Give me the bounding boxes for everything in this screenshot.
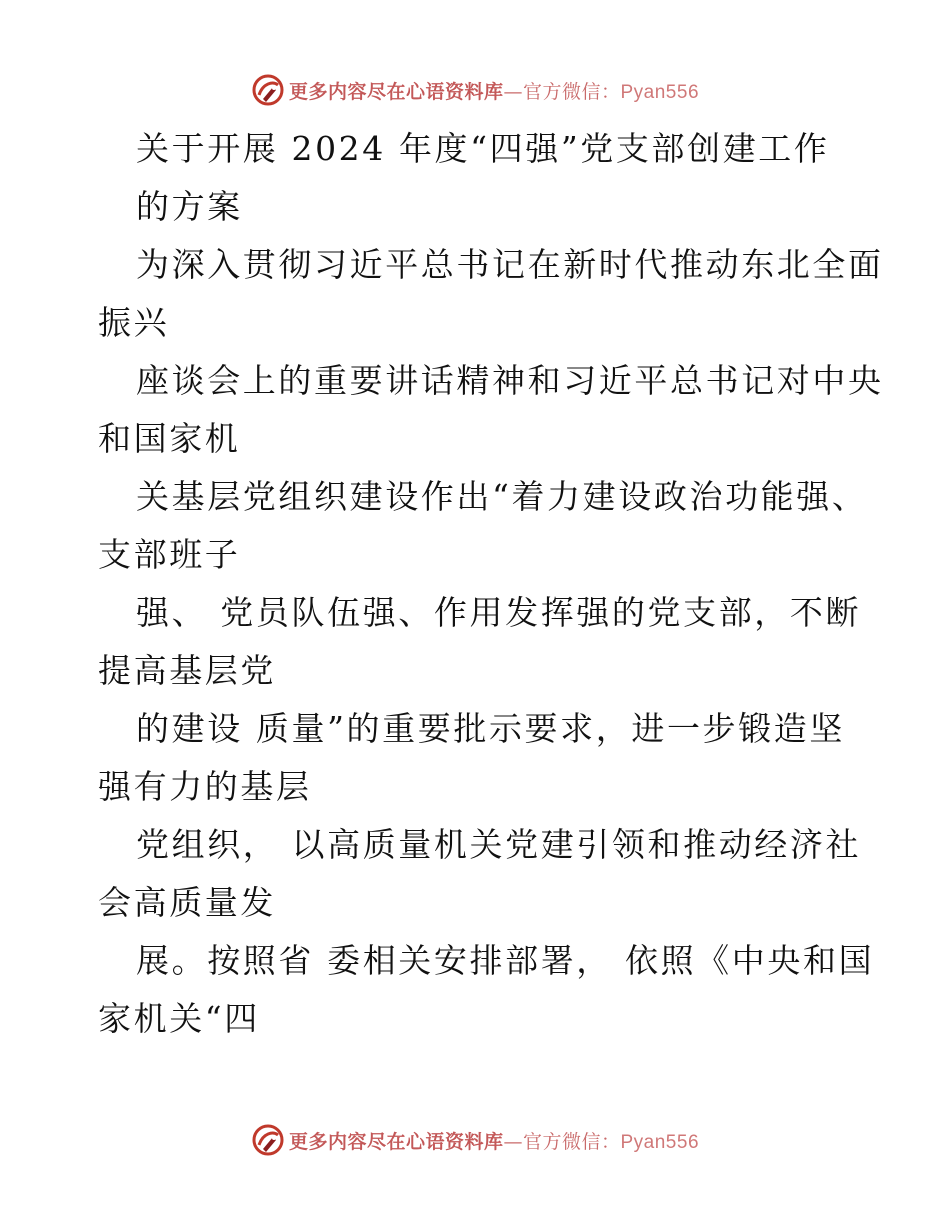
watermark-text — [289, 77, 699, 104]
watermark-id: Pyan556 — [620, 1131, 700, 1153]
text-line: 和国家机 — [98, 419, 241, 458]
watermark-brand: 更多内容尽在心语资料库 — [288, 80, 504, 103]
text-line: 关基层党组织建设作出“着力建设政治功能强、 — [136, 477, 868, 516]
text-line: 强、 党员队伍强、作用发挥强的党支部，不断 — [136, 593, 862, 632]
text-line: 的方案 — [136, 187, 243, 226]
document-body — [98, 120, 884, 1048]
text-line: 支部班子 — [98, 535, 241, 574]
text-line: 座谈会上的重要讲话精神和习近平总书记对中央 — [136, 361, 884, 400]
text-line: 强有力的基层 — [98, 767, 312, 806]
watermark-text — [289, 1127, 699, 1154]
watermark-brand: 更多内容尽在心语资料库 — [288, 1130, 504, 1153]
text-line: 的建设 质量”的重要批示要求，进一步锻造坚 — [136, 709, 845, 748]
watermark-channel: 官方微信： — [522, 1130, 621, 1153]
watermark-channel: 官方微信： — [522, 80, 621, 103]
text-line: 展。按照省 委相关安排部署， 依照《中央和国 — [136, 941, 875, 980]
footer-watermark — [0, 1120, 950, 1160]
text-line: 提高基层党 — [98, 651, 276, 690]
text-line: 会高质量发 — [98, 883, 276, 922]
text-line: 关于开展 2024 年度“四强”党支部创建工作 — [136, 129, 830, 168]
watermark-dash: — — [503, 1130, 523, 1153]
red-swirl-pen-logo-icon — [251, 1123, 285, 1157]
red-swirl-pen-logo-icon — [251, 73, 285, 107]
text-line: 为深入贯彻习近平总书记在新时代推动东北全面 — [136, 245, 884, 284]
watermark-dash: — — [503, 80, 523, 103]
text-line: 党组织， 以高质量机关党建引领和推动经济社 — [136, 825, 862, 864]
watermark-id: Pyan556 — [620, 81, 700, 103]
header-watermark — [0, 70, 950, 110]
text-line: 振兴 — [98, 303, 170, 342]
text-line: 家机关“四 — [98, 999, 260, 1038]
